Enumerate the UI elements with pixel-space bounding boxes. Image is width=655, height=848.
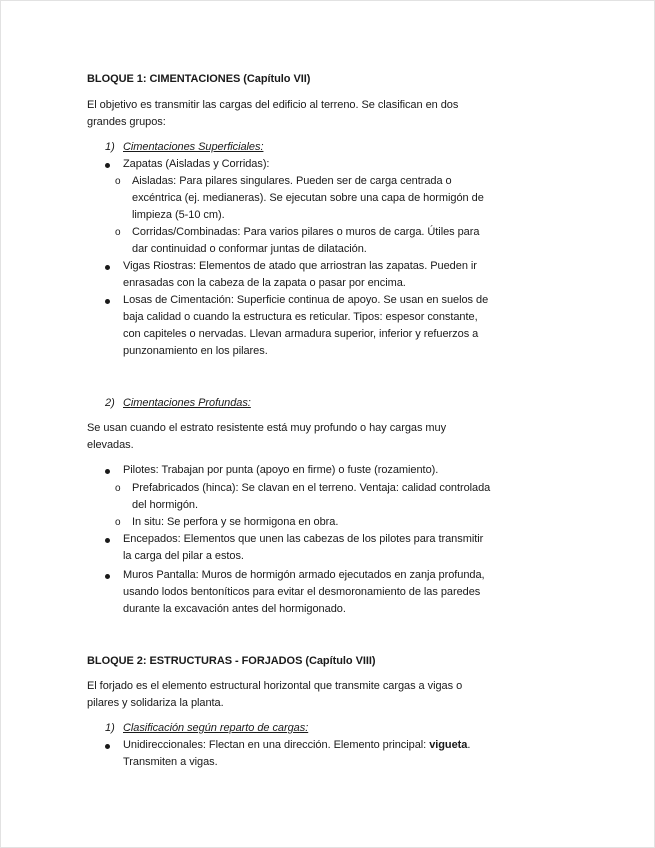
unidireccionales-text: Unidireccionales: Flectan en una dirección. Elemento principal: — [123, 739, 430, 751]
sub-bullet-icon: o — [115, 483, 121, 494]
unidireccionales-period: . — [467, 739, 471, 751]
vigas-line1: Vigas Riostras: Elementos de atado que arriostran las zapatas. Pueden ir — [123, 260, 477, 272]
bloque2-sec1-number: 1) — [105, 722, 115, 734]
bullet-icon — [105, 538, 110, 543]
sec2-intro-line1: Se usan cuando el estrato resistente está muy profundo o hay cargas muy — [87, 422, 447, 434]
bloque2-sec1-title: Clasificación según reparto de cargas: — [123, 722, 309, 734]
bullet-icon — [105, 299, 110, 304]
bloque2-intro-line1: El forjado es el elemento estructural horizontal que transmite cargas a vigas o — [87, 680, 463, 692]
sub-bullet-icon: o — [115, 176, 121, 187]
bloque2-intro-line2: pilares y solidariza la planta. — [87, 697, 224, 709]
sub-bullet-icon: o — [115, 227, 121, 238]
bullet-icon — [105, 265, 110, 270]
aisladas-line2: excéntrica (ej. medianeras). Se ejecutan sobre una capa de hormigón de — [132, 192, 484, 204]
sub-bullet-icon: o — [115, 517, 121, 528]
muros-line3: durante la excavación antes del hormigonado. — [123, 603, 346, 615]
losas-line4: punzonamiento en los pilares. — [123, 345, 268, 357]
sec2-number: 2) — [105, 397, 115, 409]
bullet-icon — [105, 574, 110, 579]
encepados-line2: la carga del pilar a estos. — [123, 550, 244, 562]
muros-line2: usando lodos bentoníticos para evitar el desmoronamiento de las paredes — [123, 586, 481, 598]
aisladas-line1: Aisladas: Para pilares singulares. Pueden ser de carga centrada o — [132, 175, 452, 187]
losas-line1: Losas de Cimentación: Superficie continua de apoyo. Se usan en suelos de — [123, 294, 489, 306]
bloque1-intro-line1: El objetivo es transmitir las cargas del edificio al terreno. Se clasifican en dos — [87, 99, 459, 111]
prefabricados-line2: del hormigón. — [132, 499, 199, 511]
corridas-line1: Corridas/Combinadas: Para varios pilares o muros de carga. Útiles para — [132, 226, 480, 238]
encepados-line1: Encepados: Elementos que unen las cabezas de los pilotes para transmitir — [123, 533, 484, 545]
insitu-item: In situ: Se perfora y se hormigona en obra. — [132, 516, 339, 528]
sec2-title: Cimentaciones Profundas: — [123, 397, 251, 409]
pilotes-item: Pilotes: Trabajan por punta (apoyo en firme) o fuste (rozamiento). — [123, 464, 439, 476]
muros-line1: Muros Pantalla: Muros de hormigón armado ejecutados en zanja profunda, — [123, 569, 485, 581]
sec2-intro-line2: elevadas. — [87, 439, 134, 451]
losas-line2: baja calidad o cuando la estructura es reticular. Tipos: espesor constante, — [123, 311, 478, 323]
unidireccionales-line2: Transmiten a vigas. — [123, 756, 218, 768]
aisladas-line3: limpieza (5-10 cm). — [132, 209, 225, 221]
sec1-title: Cimentaciones Superficiales: — [123, 141, 264, 153]
bloque1-intro-line2: grandes grupos: — [87, 116, 166, 128]
losas-line3: con capiteles o nervadas. Llevan armadura superior, inferior y refuerzos a — [123, 328, 479, 340]
zapatas-item: Zapatas (Aisladas y Corridas): — [123, 158, 270, 170]
bullet-icon — [105, 744, 110, 749]
unidireccionales-line1 — [123, 737, 470, 754]
sec1-number: 1) — [105, 141, 115, 153]
bloque2-heading: BLOQUE 2: ESTRUCTURAS - FORJADOS (Capítulo VIII) — [87, 655, 376, 667]
bullet-icon — [105, 163, 110, 168]
bullet-icon — [105, 469, 110, 474]
prefabricados-line1: Prefabricados (hinca): Se clavan en el terreno. Ventaja: calidad controlada — [132, 482, 491, 494]
bloque1-heading: BLOQUE 1: CIMENTACIONES (Capítulo VII) — [87, 73, 311, 85]
vigueta-bold: vigueta — [429, 739, 468, 751]
corridas-line2: dar continuidad o conformar juntas de dilatación. — [132, 243, 367, 255]
vigas-line2: enrasadas con la cabeza de la zapata o pasar por encima. — [123, 277, 406, 289]
